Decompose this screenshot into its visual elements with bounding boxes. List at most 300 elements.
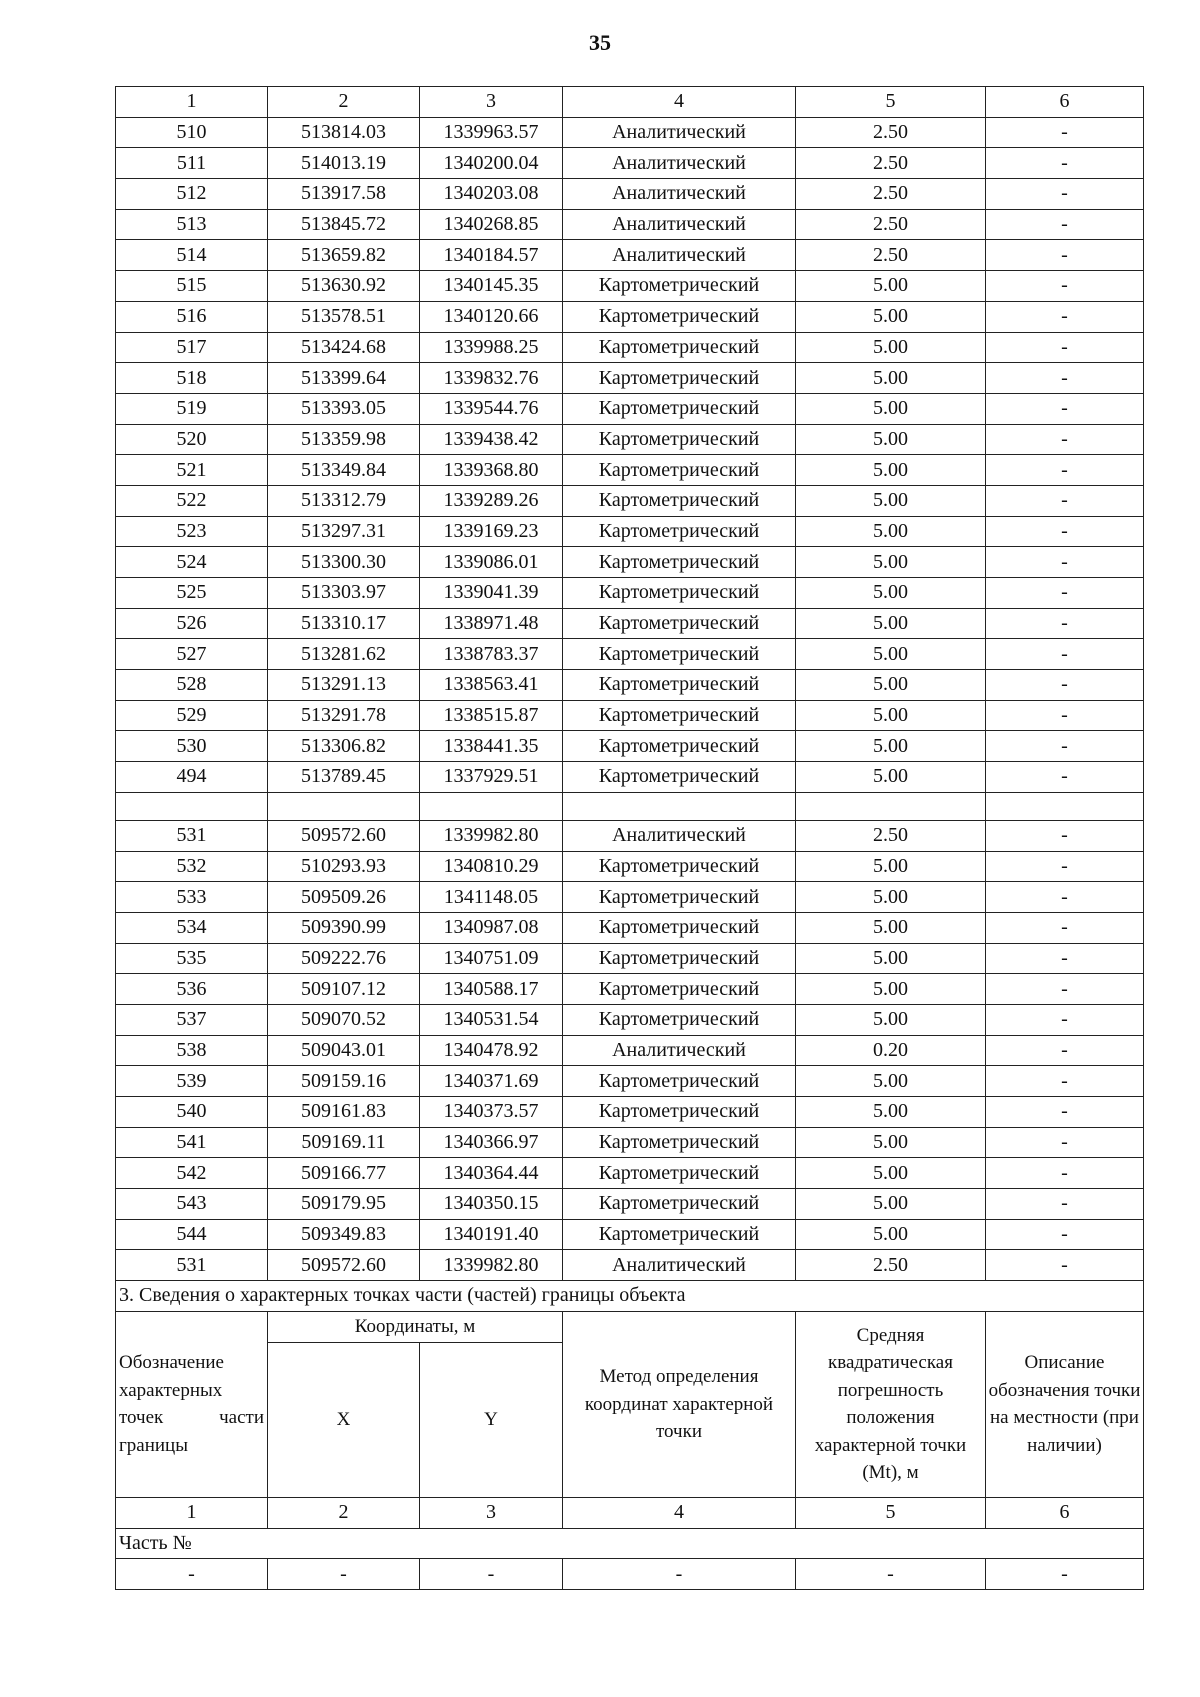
table-cell: 513630.92 (268, 271, 420, 302)
table-cell: 5.00 (796, 1097, 986, 1128)
table-cell: 1340191.40 (420, 1219, 563, 1250)
table-cell: 521 (116, 455, 268, 486)
table-cell: Картометрический (563, 731, 796, 762)
table-cell: 1339169.23 (420, 516, 563, 547)
table-cell: 1340268.85 (420, 209, 563, 240)
table-row (116, 485, 1144, 516)
table-row (116, 271, 1144, 302)
table-cell: Картометрический (563, 547, 796, 578)
table-cell: 533 (116, 882, 268, 913)
table-cell: 513789.45 (268, 762, 420, 793)
table-cell: 5.00 (796, 1219, 986, 1250)
table-cell: - (986, 1559, 1144, 1590)
page-number: 35 (589, 30, 611, 55)
table-cell: 1340531.54 (420, 1004, 563, 1035)
table-cell: Аналитический (563, 179, 796, 210)
table-cell: 5.00 (796, 882, 986, 913)
empty-cell (116, 792, 268, 820)
table-cell: Картометрический (563, 1127, 796, 1158)
table-cell: 1340478.92 (420, 1035, 563, 1066)
table-cell: 5.00 (796, 851, 986, 882)
table-cell: 513578.51 (268, 301, 420, 332)
empty-cell (420, 792, 563, 820)
table-cell: 512 (116, 179, 268, 210)
header-x: X (268, 1342, 420, 1497)
table-cell: - (986, 608, 1144, 639)
table-cell: 513845.72 (268, 209, 420, 240)
table-cell: - (986, 332, 1144, 363)
table-cell: 544 (116, 1219, 268, 1250)
column-number-row (116, 87, 1144, 118)
column-number: 1 (116, 1497, 268, 1528)
table-cell: 509159.16 (268, 1066, 420, 1097)
table-row (116, 301, 1144, 332)
table-cell: 513814.03 (268, 117, 420, 148)
table-cell: 1340373.57 (420, 1097, 563, 1128)
header-description: Описание обозначения точки на местности (при наличии) (986, 1311, 1144, 1497)
header-designation-line: границы (119, 1434, 188, 1456)
header-coordinates: Координаты, м (268, 1311, 563, 1342)
empty-cell (563, 792, 796, 820)
table-cell: - (986, 820, 1144, 851)
header-designation-line: точек части (119, 1407, 264, 1429)
table-cell: 1339041.39 (420, 578, 563, 609)
table-row (116, 117, 1144, 148)
table-cell: Картометрический (563, 943, 796, 974)
table-cell: 5.00 (796, 1127, 986, 1158)
table-cell: - (986, 148, 1144, 179)
table-cell: 1340203.08 (420, 179, 563, 210)
table-cell: 509509.26 (268, 882, 420, 913)
column-number: 4 (563, 87, 796, 118)
table-cell: 509043.01 (268, 1035, 420, 1066)
empty-cell (796, 792, 986, 820)
table-row (116, 393, 1144, 424)
part-label-row (116, 1528, 1144, 1559)
table-cell: 509107.12 (268, 974, 420, 1005)
table-cell: 2.50 (796, 209, 986, 240)
table-cell: Картометрический (563, 301, 796, 332)
table-cell: - (986, 179, 1144, 210)
table-cell: 2.50 (796, 148, 986, 179)
table-cell: 535 (116, 943, 268, 974)
table-cell: 517 (116, 332, 268, 363)
table-cell: 5.00 (796, 608, 986, 639)
table-cell: - (420, 1559, 563, 1590)
table-cell: 1339982.80 (420, 1250, 563, 1281)
table-row (116, 943, 1144, 974)
table-cell: 1339544.76 (420, 393, 563, 424)
table-cell: 1339438.42 (420, 424, 563, 455)
table-cell: - (986, 301, 1144, 332)
table-row (116, 1250, 1144, 1281)
table-cell: 1339988.25 (420, 332, 563, 363)
table-cell: 514013.19 (268, 148, 420, 179)
table-cell: 5.00 (796, 485, 986, 516)
table-cell: - (986, 1158, 1144, 1189)
table-cell: - (986, 974, 1144, 1005)
table-cell: 5.00 (796, 731, 986, 762)
column-number: 3 (420, 87, 563, 118)
table-cell: 5.00 (796, 762, 986, 793)
table-cell: - (116, 1559, 268, 1590)
table-cell: 5.00 (796, 332, 986, 363)
table-cell: - (986, 1097, 1144, 1128)
table-cell: 1340364.44 (420, 1158, 563, 1189)
table-cell: - (986, 1219, 1144, 1250)
table-cell: Аналитический (563, 1250, 796, 1281)
empty-cell (268, 792, 420, 820)
column-number: 5 (796, 1497, 986, 1528)
table-cell: 2.50 (796, 179, 986, 210)
table-cell: - (986, 271, 1144, 302)
table-cell: 5.00 (796, 271, 986, 302)
table-cell: 494 (116, 762, 268, 793)
table-cell: Аналитический (563, 1035, 796, 1066)
table-cell: 509222.76 (268, 943, 420, 974)
table-cell: 519 (116, 393, 268, 424)
table-cell: 513399.64 (268, 363, 420, 394)
table-cell: 1338783.37 (420, 639, 563, 670)
table-cell: Картометрический (563, 393, 796, 424)
column-number: 1 (116, 87, 268, 118)
table-cell: - (986, 943, 1144, 974)
table-cell: 1339289.26 (420, 485, 563, 516)
empty-part-row (116, 1559, 1144, 1590)
table-row (116, 974, 1144, 1005)
table-cell: 5.00 (796, 455, 986, 486)
table-cell: Картометрический (563, 762, 796, 793)
table-cell: 5.00 (796, 393, 986, 424)
column-number-row (116, 1497, 1144, 1528)
table-cell: Картометрический (563, 271, 796, 302)
table-cell: 511 (116, 148, 268, 179)
table-cell: 526 (116, 608, 268, 639)
table-cell: - (986, 209, 1144, 240)
table-cell: 531 (116, 820, 268, 851)
table-cell: 509161.83 (268, 1097, 420, 1128)
column-number: 4 (563, 1497, 796, 1528)
table-cell: 513300.30 (268, 547, 420, 578)
table-cell: 541 (116, 1127, 268, 1158)
table-cell: - (563, 1559, 796, 1590)
table-cell: Картометрический (563, 424, 796, 455)
table-cell: 509179.95 (268, 1189, 420, 1220)
table-cell: 1338441.35 (420, 731, 563, 762)
table-cell: - (986, 1127, 1144, 1158)
table-cell: - (986, 485, 1144, 516)
table-cell: 1340987.08 (420, 912, 563, 943)
table-cell: Картометрический (563, 851, 796, 882)
table-cell: 5.00 (796, 912, 986, 943)
header-designation (116, 1311, 268, 1497)
table-cell: 509070.52 (268, 1004, 420, 1035)
table-cell: 515 (116, 271, 268, 302)
table-row (116, 700, 1144, 731)
table-cell: 523 (116, 516, 268, 547)
table-cell: Аналитический (563, 240, 796, 271)
table-cell: 1340184.57 (420, 240, 563, 271)
table-cell: 509169.11 (268, 1127, 420, 1158)
table-row (116, 240, 1144, 271)
table-cell: 520 (116, 424, 268, 455)
table-row (116, 1097, 1144, 1128)
table-cell: Картометрический (563, 332, 796, 363)
table-cell: 528 (116, 670, 268, 701)
table-row (116, 455, 1144, 486)
table-cell: 513349.84 (268, 455, 420, 486)
table-cell: 524 (116, 547, 268, 578)
table-cell: Картометрический (563, 1097, 796, 1128)
header-method: Метод определения координат характерной точки (563, 1311, 796, 1497)
table-cell: 513281.62 (268, 639, 420, 670)
table-cell: 513310.17 (268, 608, 420, 639)
table-cell: 2.50 (796, 1250, 986, 1281)
table-cell: Картометрический (563, 455, 796, 486)
table-cell: - (986, 700, 1144, 731)
table-cell: Картометрический (563, 882, 796, 913)
table-cell: 538 (116, 1035, 268, 1066)
table-cell: 513291.78 (268, 700, 420, 731)
table-cell: 5.00 (796, 974, 986, 1005)
table-cell: 5.00 (796, 1004, 986, 1035)
section-title: 3. Сведения о характерных точках части (частей) границы объекта (116, 1281, 1144, 1312)
table-cell: 1340366.97 (420, 1127, 563, 1158)
table-cell: Картометрический (563, 1066, 796, 1097)
table-cell: 5.00 (796, 578, 986, 609)
table-cell: - (986, 851, 1144, 882)
table-row (116, 851, 1144, 882)
table-cell: Картометрический (563, 912, 796, 943)
table-cell: - (796, 1559, 986, 1590)
table-cell: 518 (116, 363, 268, 394)
table-cell: 1338563.41 (420, 670, 563, 701)
table-cell: - (986, 670, 1144, 701)
table-cell: Картометрический (563, 516, 796, 547)
table-cell: 1340751.09 (420, 943, 563, 974)
table-cell: 5.00 (796, 363, 986, 394)
table-cell: - (986, 424, 1144, 455)
table-row (116, 148, 1144, 179)
table-row (116, 179, 1144, 210)
table-cell: 510293.93 (268, 851, 420, 882)
column-number: 2 (268, 1497, 420, 1528)
table-cell: - (986, 455, 1144, 486)
table-cell: 1340371.69 (420, 1066, 563, 1097)
table-row (116, 882, 1144, 913)
table-cell: 536 (116, 974, 268, 1005)
table-cell: - (986, 547, 1144, 578)
table-cell: 2.50 (796, 117, 986, 148)
table-cell: 5.00 (796, 424, 986, 455)
table-cell: 5.00 (796, 943, 986, 974)
table-cell: Картометрический (563, 670, 796, 701)
table-cell: 5.00 (796, 301, 986, 332)
column-number: 6 (986, 1497, 1144, 1528)
table-row (116, 912, 1144, 943)
table-cell: Картометрический (563, 485, 796, 516)
table-cell: 509349.83 (268, 1219, 420, 1250)
table-cell: 2.50 (796, 240, 986, 271)
table-cell: - (986, 393, 1144, 424)
table-cell: 5.00 (796, 670, 986, 701)
table-cell: - (986, 1035, 1144, 1066)
table-cell: 513917.58 (268, 179, 420, 210)
table-cell: 530 (116, 731, 268, 762)
table-cell: 534 (116, 912, 268, 943)
table-cell: 522 (116, 485, 268, 516)
table-row (116, 1158, 1144, 1189)
table-cell: 525 (116, 578, 268, 609)
table-cell: 1340120.66 (420, 301, 563, 332)
table-cell: - (986, 240, 1144, 271)
column-number: 6 (986, 87, 1144, 118)
table-cell: - (986, 1189, 1144, 1220)
table-row (116, 578, 1144, 609)
table-row (116, 1189, 1144, 1220)
table-row (116, 209, 1144, 240)
table-cell: - (986, 1250, 1144, 1281)
table-cell: - (986, 1066, 1144, 1097)
table-cell: 513 (116, 209, 268, 240)
table-cell: 5.00 (796, 700, 986, 731)
table-row (116, 820, 1144, 851)
table-cell: 513359.98 (268, 424, 420, 455)
table-cell: 509390.99 (268, 912, 420, 943)
table-row (116, 731, 1144, 762)
table-row (116, 547, 1144, 578)
empty-cell (986, 792, 1144, 820)
table-cell: - (986, 117, 1144, 148)
table-row (116, 1004, 1144, 1035)
table-cell: 513303.97 (268, 578, 420, 609)
table-cell: 513393.05 (268, 393, 420, 424)
table-cell: 1340350.15 (420, 1189, 563, 1220)
header-row-1 (116, 1311, 1144, 1342)
table-cell: Картометрический (563, 1004, 796, 1035)
table-cell: 1340200.04 (420, 148, 563, 179)
separator-row (116, 792, 1144, 820)
table-cell: 513312.79 (268, 485, 420, 516)
table-cell: 510 (116, 117, 268, 148)
table-cell: 513291.13 (268, 670, 420, 701)
table-row (116, 1035, 1144, 1066)
table-cell: - (986, 1004, 1144, 1035)
table-cell: Картометрический (563, 700, 796, 731)
table-row (116, 363, 1144, 394)
header-error: Средняя квадратическая погрешность положения характерной точки (Mt), м (796, 1311, 986, 1497)
table-row (116, 1066, 1144, 1097)
table-cell: - (986, 912, 1144, 943)
table-cell: 540 (116, 1097, 268, 1128)
table-cell: 5.00 (796, 516, 986, 547)
table-cell: Аналитический (563, 117, 796, 148)
boundary-points-table (115, 86, 1144, 1590)
table-cell: - (986, 578, 1144, 609)
table-cell: - (268, 1559, 420, 1590)
table-cell: - (986, 882, 1144, 913)
table-cell: 1339982.80 (420, 820, 563, 851)
table-cell: 1339963.57 (420, 117, 563, 148)
table-cell: 1338515.87 (420, 700, 563, 731)
table-cell: - (986, 762, 1144, 793)
table-cell: 5.00 (796, 547, 986, 578)
table-cell: Картометрический (563, 1219, 796, 1250)
table-cell: Картометрический (563, 578, 796, 609)
header-designation-line: характерных (119, 1379, 223, 1401)
table-cell: 532 (116, 851, 268, 882)
table-cell: 531 (116, 1250, 268, 1281)
table-cell: Картометрический (563, 1158, 796, 1189)
column-number: 5 (796, 87, 986, 118)
table-cell: 5.00 (796, 639, 986, 670)
table-cell: 1341148.05 (420, 882, 563, 913)
table-cell: 1339368.80 (420, 455, 563, 486)
table-row (116, 424, 1144, 455)
table-row (116, 516, 1144, 547)
table-cell: - (986, 363, 1144, 394)
table-cell: - (986, 516, 1144, 547)
table-cell: Картометрический (563, 608, 796, 639)
table-row (116, 332, 1144, 363)
table-cell: Картометрический (563, 974, 796, 1005)
header-y: Y (420, 1342, 563, 1497)
table-cell: 514 (116, 240, 268, 271)
table-cell: 2.50 (796, 820, 986, 851)
table-row (116, 670, 1144, 701)
table-cell: 543 (116, 1189, 268, 1220)
table-cell: 5.00 (796, 1066, 986, 1097)
table-cell: Аналитический (563, 820, 796, 851)
table-cell: 513297.31 (268, 516, 420, 547)
table-cell: Картометрический (563, 363, 796, 394)
table-row (116, 639, 1144, 670)
table-cell: 542 (116, 1158, 268, 1189)
part-label: Часть № (116, 1528, 1144, 1559)
table-cell: 5.00 (796, 1158, 986, 1189)
table-cell: 1340145.35 (420, 271, 563, 302)
table-cell: - (986, 639, 1144, 670)
table-cell: 513659.82 (268, 240, 420, 271)
table-cell: 539 (116, 1066, 268, 1097)
table-row (116, 1219, 1144, 1250)
table-cell: Аналитический (563, 148, 796, 179)
table-cell: 509572.60 (268, 820, 420, 851)
column-number: 2 (268, 87, 420, 118)
header-designation-line: Обозначение (119, 1352, 224, 1374)
table-cell: Аналитический (563, 209, 796, 240)
table-cell: 509572.60 (268, 1250, 420, 1281)
table-cell: 5.00 (796, 1189, 986, 1220)
table-cell: 516 (116, 301, 268, 332)
table-cell: 1339086.01 (420, 547, 563, 578)
table-cell: 1339832.76 (420, 363, 563, 394)
section-title-row (116, 1281, 1144, 1312)
table-cell: Картометрический (563, 639, 796, 670)
table-cell: 1337929.51 (420, 762, 563, 793)
table-cell: 509166.77 (268, 1158, 420, 1189)
column-number: 3 (420, 1497, 563, 1528)
table-cell: 0.20 (796, 1035, 986, 1066)
table-row (116, 762, 1144, 793)
table-cell: 529 (116, 700, 268, 731)
table-cell: 1340810.29 (420, 851, 563, 882)
table-cell: - (986, 731, 1144, 762)
table-row (116, 608, 1144, 639)
table-cell: 537 (116, 1004, 268, 1035)
table-cell: 1340588.17 (420, 974, 563, 1005)
table-cell: 513306.82 (268, 731, 420, 762)
